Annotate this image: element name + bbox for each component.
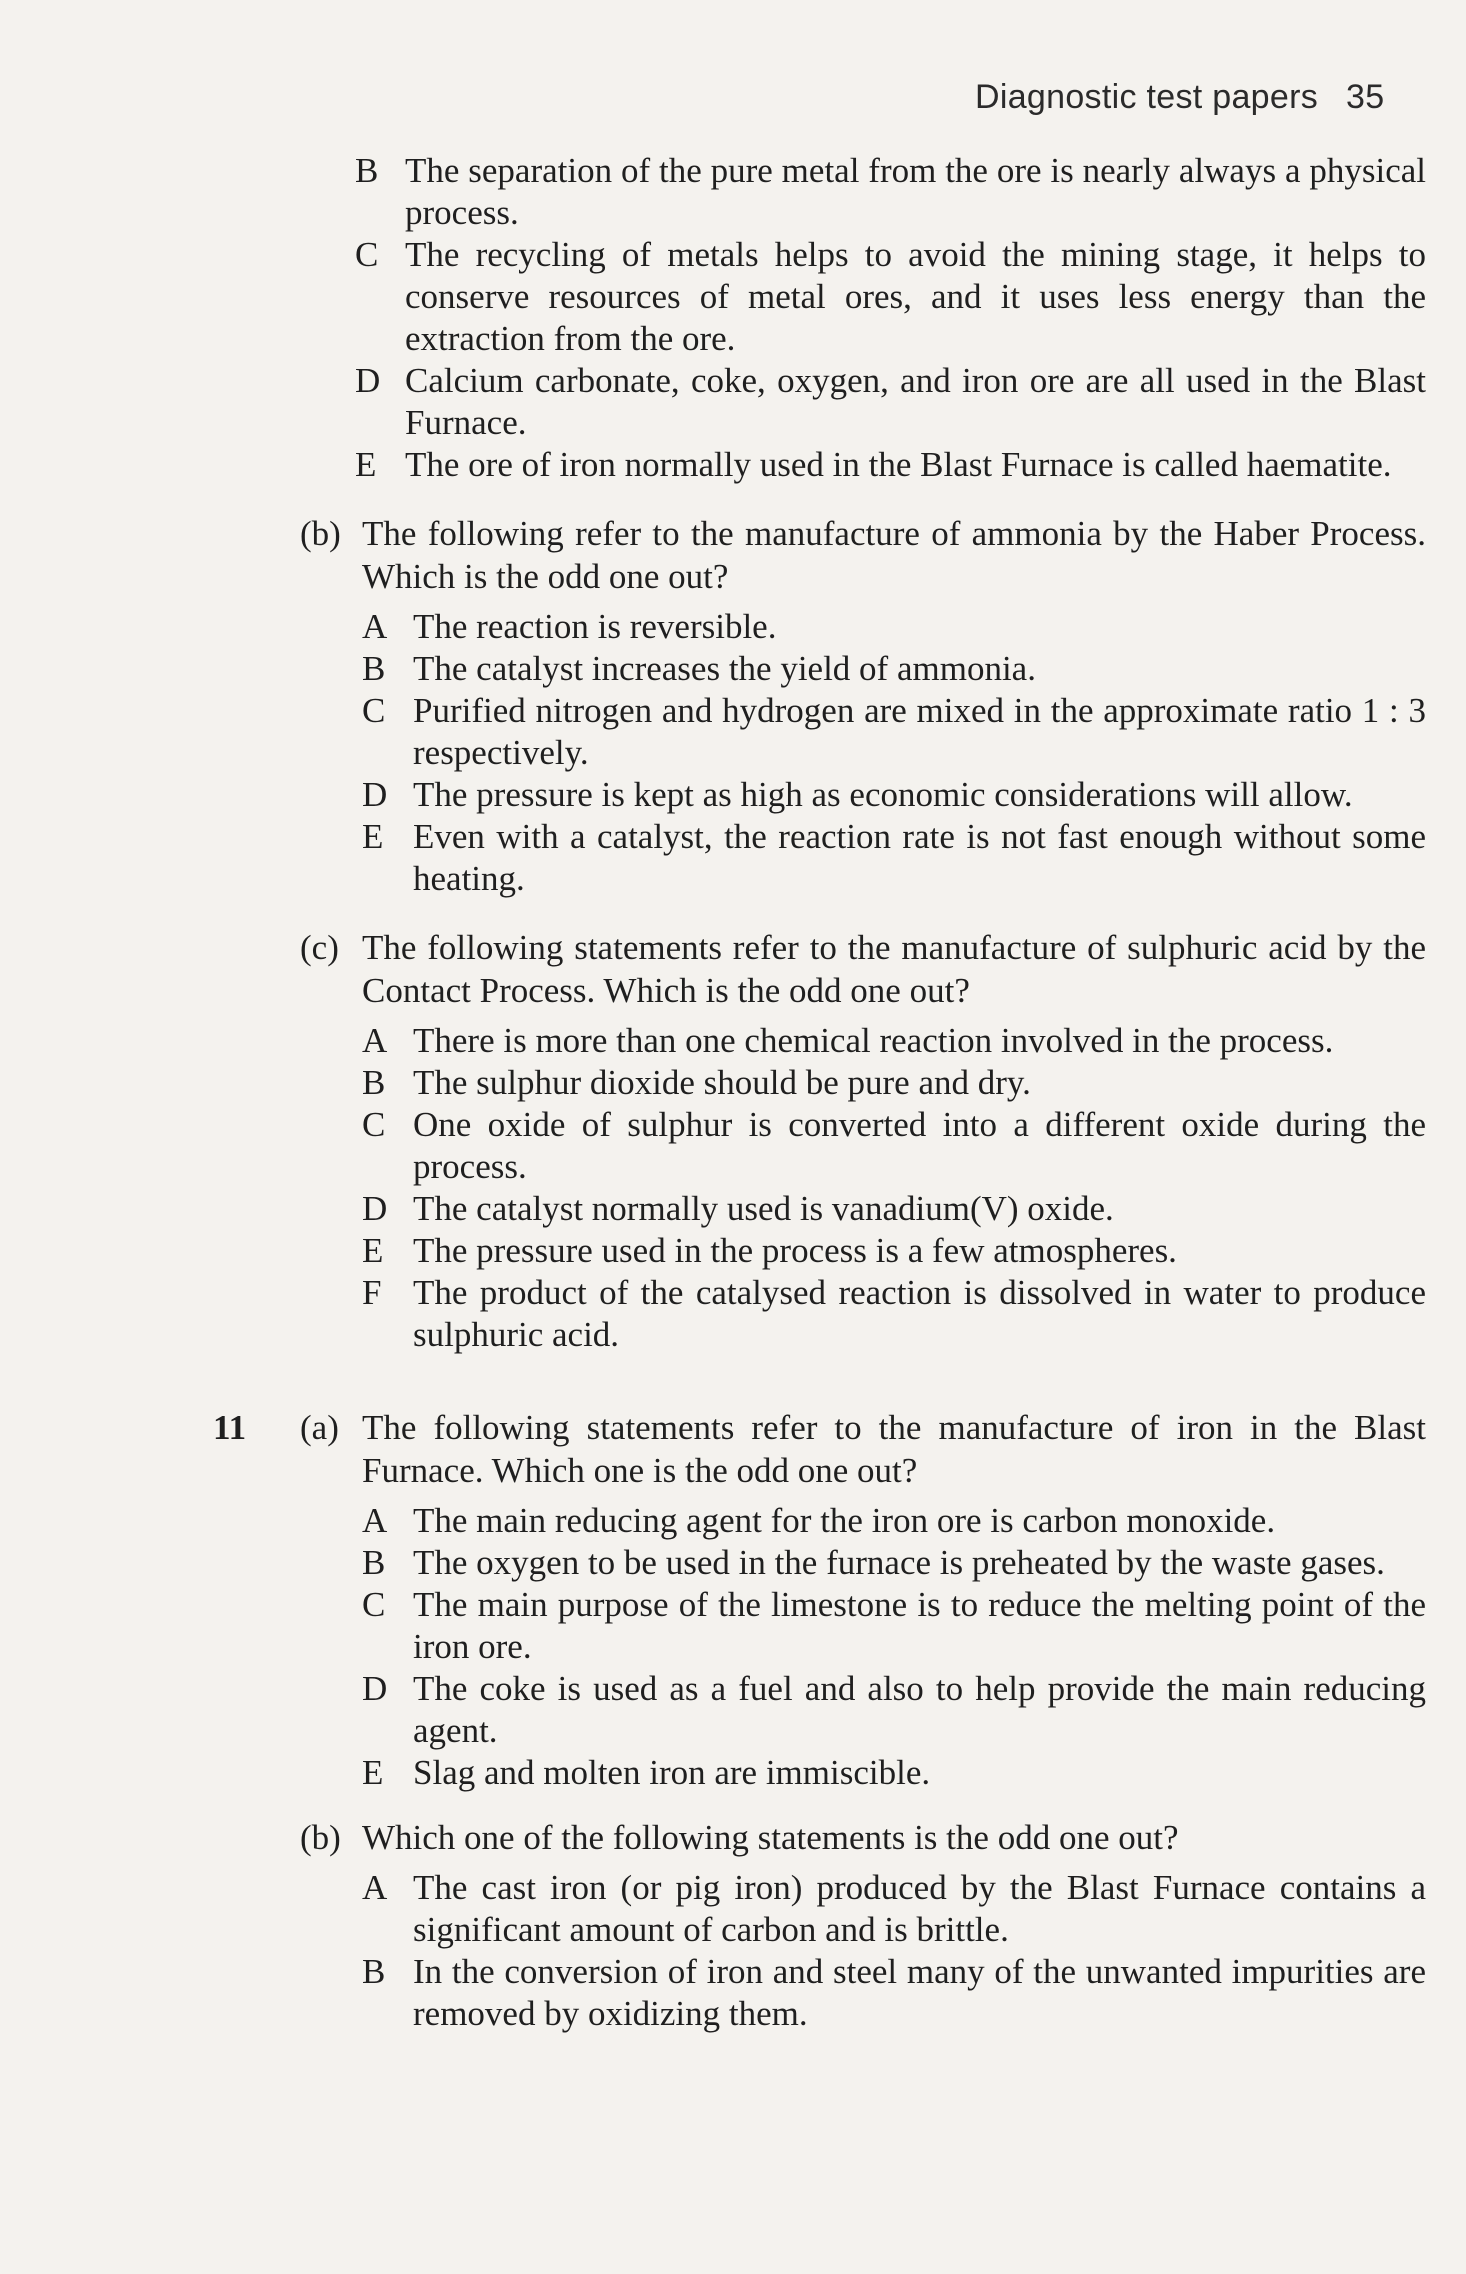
option-d: [0, 360, 1466, 444]
question-10a-continued: [0, 150, 1466, 486]
option-f: [0, 1272, 1466, 1356]
option-letter: E: [355, 445, 377, 484]
option-b: [0, 1062, 1466, 1104]
option-text: The sulphur dioxide should be pure and dry.: [413, 1063, 1031, 1102]
option-text: The main purpose of the limestone is to reduce the melting point of the iron ore.: [413, 1585, 1426, 1666]
option-letter: D: [355, 361, 381, 400]
option-d: [0, 1188, 1466, 1230]
option-text: The reaction is reversible.: [413, 607, 777, 646]
question-text: The following statements refer to the manufacture of iron in the Blast Furnace. Which one is the odd one out?: [362, 1408, 1426, 1490]
page-number: 35: [1346, 78, 1385, 116]
options-list: [0, 1020, 1466, 1356]
option-letter: D: [362, 1189, 388, 1228]
page-content: [0, 150, 1466, 2035]
question-10b: [0, 512, 1466, 900]
part-label: (a): [300, 1408, 339, 1447]
option-b: [0, 1951, 1466, 2035]
option-text: The catalyst increases the yield of ammonia.: [413, 649, 1036, 688]
option-letter: B: [362, 1543, 386, 1582]
option-text: The recycling of metals helps to avoid the mining stage, it helps to conserve resources of metal ores, and it uses less energy than the extraction from the ore.: [405, 235, 1426, 358]
option-letter: D: [362, 1669, 388, 1708]
option-letter: A: [362, 1021, 388, 1060]
part-label: (b): [300, 514, 341, 553]
question-text: The following statements refer to the manufacture of sulphuric acid by the Contact Process. Which is the odd one out?: [362, 928, 1426, 1010]
option-a: [0, 1867, 1466, 1951]
option-d: [0, 1668, 1466, 1752]
option-text: The oxygen to be used in the furnace is preheated by the waste gases.: [413, 1543, 1385, 1582]
option-letter: A: [362, 607, 388, 646]
question-stem: [0, 1406, 1466, 1492]
question-text: The following refer to the manufacture of ammonia by the Haber Process. Which is the odd one out?: [362, 514, 1426, 596]
option-text: The product of the catalysed reaction is dissolved in water to produce sulphuric acid.: [413, 1273, 1426, 1354]
option-text: One oxide of sulphur is converted into a different oxide during the process.: [413, 1105, 1426, 1186]
option-letter: B: [362, 1952, 386, 1991]
option-text: There is more than one chemical reaction involved in the process.: [413, 1021, 1334, 1060]
options-list: [0, 1500, 1466, 1794]
option-letter: B: [355, 151, 379, 190]
option-a: [0, 1020, 1466, 1062]
option-d: [0, 774, 1466, 816]
option-letter: C: [355, 235, 379, 274]
option-text: The pressure is kept as high as economic considerations will allow.: [413, 775, 1353, 814]
question-11b: [0, 1816, 1466, 2035]
option-b: [0, 1542, 1466, 1584]
option-text: Slag and molten iron are immiscible.: [413, 1753, 931, 1792]
option-text: The pressure used in the process is a few atmospheres.: [413, 1231, 1177, 1270]
option-letter: D: [362, 775, 388, 814]
option-letter: E: [362, 1231, 384, 1270]
options-list: [0, 1867, 1466, 2035]
option-letter: A: [362, 1868, 388, 1907]
option-text: In the conversion of iron and steel many of the unwanted impurities are removed by oxidizing them.: [413, 1952, 1426, 2033]
question-10c: [0, 926, 1466, 1356]
question-stem: [0, 512, 1466, 598]
option-letter: B: [362, 1063, 386, 1102]
option-e: [0, 816, 1466, 900]
part-label: (b): [300, 1818, 341, 1857]
option-text: The coke is used as a fuel and also to help provide the main reducing agent.: [413, 1669, 1426, 1750]
part-label: (c): [300, 928, 339, 967]
option-letter: A: [362, 1501, 388, 1540]
option-text: The cast iron (or pig iron) produced by the Blast Furnace contains a significant amount of carbon and is brittle.: [413, 1868, 1426, 1949]
option-text: The separation of the pure metal from the ore is nearly always a physical process.: [405, 151, 1426, 232]
option-e: [0, 1752, 1466, 1794]
option-c: [0, 1104, 1466, 1188]
option-c: [0, 234, 1466, 360]
option-text: The catalyst normally used is vanadium(V) oxide.: [413, 1189, 1114, 1228]
question-text: Which one of the following statements is the odd one out?: [362, 1818, 1179, 1857]
option-b: [0, 648, 1466, 690]
option-text: Purified nitrogen and hydrogen are mixed in the approximate ratio 1 : 3 respectively.: [413, 691, 1426, 772]
option-letter: E: [362, 817, 384, 856]
option-e: [0, 444, 1466, 486]
option-c: [0, 1584, 1466, 1668]
question-stem: [0, 1816, 1466, 1859]
option-b: [0, 150, 1466, 234]
option-text: The main reducing agent for the iron ore is carbon monoxide.: [413, 1501, 1276, 1540]
question-11a: [0, 1406, 1466, 1794]
option-letter: B: [362, 649, 386, 688]
option-letter: E: [362, 1753, 384, 1792]
option-letter: C: [362, 1105, 386, 1144]
option-text: Even with a catalyst, the reaction rate is not fast enough without some heating.: [413, 817, 1426, 898]
option-e: [0, 1230, 1466, 1272]
question-number: 11: [213, 1408, 247, 1447]
question-stem: [0, 926, 1466, 1012]
option-text: The ore of iron normally used in the Blast Furnace is called haematite.: [405, 445, 1392, 484]
option-letter: C: [362, 691, 386, 730]
running-header: [975, 78, 1384, 117]
option-a: [0, 1500, 1466, 1542]
option-a: [0, 606, 1466, 648]
header-title: Diagnostic test papers: [975, 78, 1318, 116]
option-letter: C: [362, 1585, 386, 1624]
option-text: Calcium carbonate, coke, oxygen, and iron ore are all used in the Blast Furnace.: [405, 361, 1426, 442]
options-list: [0, 606, 1466, 900]
option-letter: F: [362, 1273, 382, 1312]
option-c: [0, 690, 1466, 774]
